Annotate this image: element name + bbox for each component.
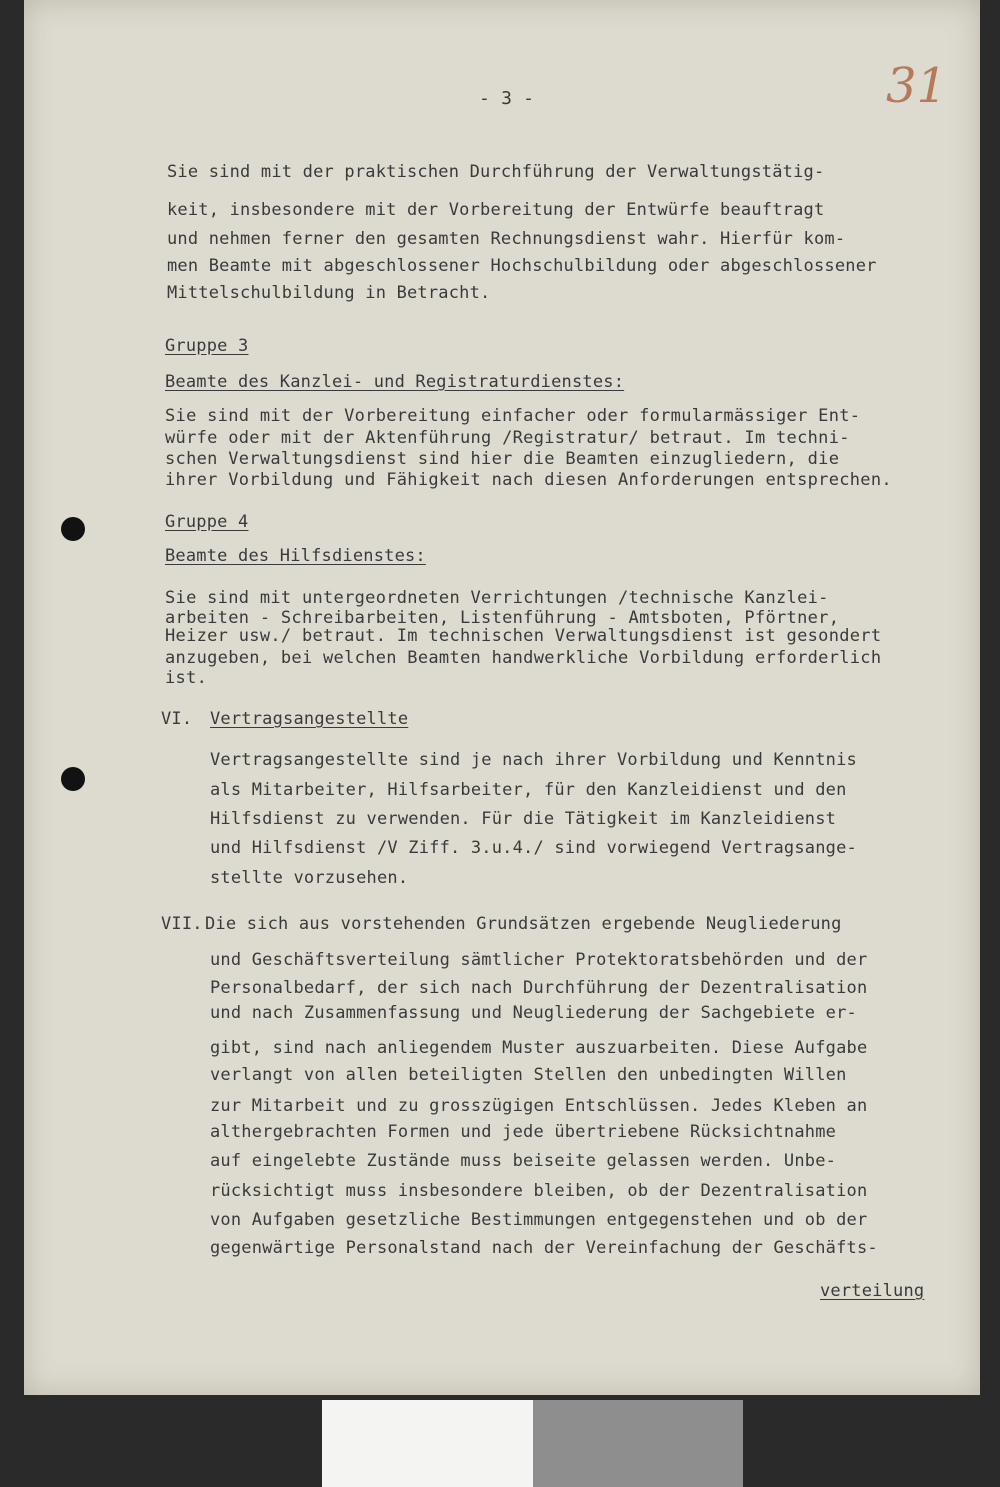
text-line: Heizer usw./ betraut. Im technischen Verwaltungsdienst ist gesondert — [165, 626, 882, 646]
text-line: ihrer Vorbildung und Fähigkeit nach diesen Anforderungen entsprechen. — [165, 470, 892, 490]
text-line: gegenwärtige Personalstand nach der Vereinfachung der Geschäfts- — [210, 1238, 878, 1258]
gruppe3-subheading: Beamte des Kanzlei- und Registraturdienstes: — [165, 372, 625, 392]
text-line: rücksichtigt muss insbesondere bleiben, ob der Dezentralisation — [210, 1181, 868, 1201]
text-line: Hilfsdienst zu verwenden. Für die Tätigkeit im Kanzleidienst — [210, 809, 837, 829]
gruppe4-subheading: Beamte des Hilfsdienstes: — [165, 546, 426, 566]
text-line: ist. — [165, 668, 208, 688]
text-line: und nehmen ferner den gesamten Rechnungsdienst wahr. Hierfür kom- — [167, 229, 846, 249]
punch-hole — [61, 767, 85, 791]
gruppe3-heading: Gruppe 3 — [165, 336, 249, 356]
folio-number: 31 — [886, 58, 948, 114]
text-line: Vertragsangestellte sind je nach ihrer Vorbildung und Kenntnis — [210, 750, 857, 770]
text-line: Sie sind mit untergeordneten Verrichtungen /technische Kanzlei- — [165, 588, 829, 608]
section-vii-number: VII. — [161, 914, 203, 934]
text-line: und Hilfsdienst /V Ziff. 3.u.4./ sind vorwiegend Vertragsange- — [210, 838, 857, 858]
document-page — [24, 0, 980, 1395]
text-line: Personalbedarf, der sich nach Durchführung der Dezentralisation — [210, 978, 868, 998]
text-line: schen Verwaltungsdienst sind hier die Beamten einzugliedern, die — [165, 449, 840, 469]
text-line: Sie sind mit der praktischen Durchführung der Verwaltungstätig- — [167, 162, 825, 182]
section-vi-number: VI. — [161, 709, 193, 729]
text-line: zur Mitarbeit und zu grosszügigen Entschlüssen. Jedes Kleben an — [210, 1096, 868, 1116]
text-line: Mittelschulbildung in Betracht. — [167, 283, 491, 303]
text-line: althergebrachten Formen und jede übertriebene Rücksichtnahme — [210, 1122, 837, 1142]
text-line: würfe oder mit der Aktenführung /Registratur/ betraut. Im techni- — [165, 428, 850, 448]
text-line: und nach Zusammenfassung und Neugliederung der Sachgebiete er- — [210, 1003, 857, 1023]
text-line: und Geschäftsverteilung sämtlicher Protektoratsbehörden und der — [210, 950, 868, 970]
punch-hole — [61, 517, 85, 541]
calibration-gray-patch — [533, 1400, 743, 1487]
text-line: stellte vorzusehen. — [210, 868, 409, 888]
text-line: anzugeben, bei welchen Beamten handwerkliche Vorbildung erforderlich — [165, 648, 882, 668]
text-line: arbeiten - Schreibarbeiten, Listenführung - Amtsboten, Pförtner, — [165, 608, 840, 628]
text-line: auf eingelebte Zustände muss beiseite gelassen werden. Unbe- — [210, 1151, 837, 1171]
page-number: - 3 - — [479, 88, 535, 109]
gruppe4-heading: Gruppe 4 — [165, 512, 249, 532]
calibration-white-patch — [322, 1400, 533, 1487]
text-line: Sie sind mit der Vorbereitung einfacher oder formularmässiger Ent- — [165, 406, 861, 426]
text-line: gibt, sind nach anliegendem Muster auszuarbeiten. Diese Aufgabe — [210, 1038, 868, 1058]
text-line: men Beamte mit abgeschlossener Hochschulbildung oder abgeschlossener — [167, 256, 877, 276]
text-line: von Aufgaben gesetzliche Bestimmungen entgegenstehen und ob der — [210, 1210, 868, 1230]
text-line: Die sich aus vorstehenden Grundsätzen ergebende Neugliederung — [205, 914, 842, 934]
text-line: keit, insbesondere mit der Vorbereitung der Entwürfe beauftragt — [167, 200, 825, 220]
catchword: verteilung — [820, 1281, 925, 1301]
text-line: als Mitarbeiter, Hilfsarbeiter, für den Kanzleidienst und den — [210, 780, 847, 800]
text-line: verlangt von allen beteiligten Stellen den unbedingten Willen — [210, 1065, 847, 1085]
section-vi-title: Vertragsangestellte — [210, 709, 409, 729]
